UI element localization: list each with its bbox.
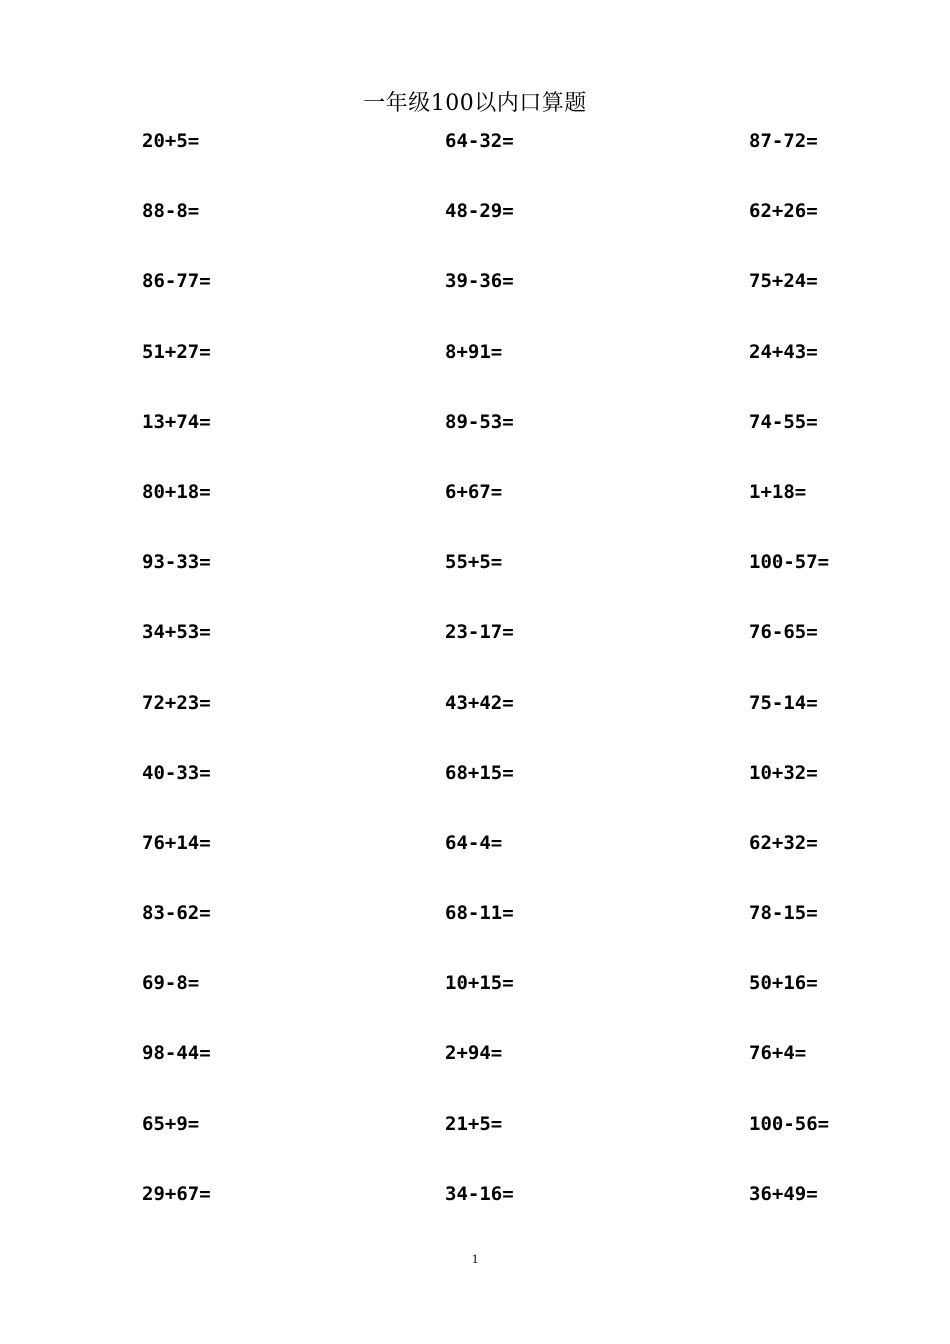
problem-row: [0, 896, 950, 966]
arithmetic-problem: 36+49=: [749, 1182, 818, 1205]
arithmetic-problem: 75+24=: [749, 270, 818, 293]
arithmetic-problem: 13+74=: [142, 410, 211, 433]
arithmetic-problem: 55+5=: [445, 551, 503, 574]
arithmetic-problem: 76+4=: [749, 1042, 807, 1065]
arithmetic-problem: 76-65=: [749, 621, 818, 644]
arithmetic-problem: 8+91=: [445, 340, 503, 363]
arithmetic-problem: 74-55=: [749, 410, 818, 433]
problem-row: [0, 686, 950, 756]
problem-row: [0, 405, 950, 475]
arithmetic-problem: 76+14=: [142, 831, 211, 854]
arithmetic-problem: 21+5=: [445, 1112, 503, 1135]
arithmetic-problem: 24+43=: [749, 340, 818, 363]
problem-row: [0, 826, 950, 896]
problem-row: [0, 1107, 950, 1177]
arithmetic-problem: 23-17=: [445, 621, 514, 644]
arithmetic-problem: 75-14=: [749, 691, 818, 714]
arithmetic-problem: 48-29=: [445, 200, 514, 223]
arithmetic-problem: 72+23=: [142, 691, 211, 714]
problem-row: [0, 966, 950, 1036]
arithmetic-problem: 34-16=: [445, 1182, 514, 1205]
arithmetic-problem: 39-36=: [445, 270, 514, 293]
arithmetic-problem: 86-77=: [142, 270, 211, 293]
arithmetic-problem: 50+16=: [749, 972, 818, 995]
arithmetic-problem: 80+18=: [142, 480, 211, 503]
arithmetic-problem: 98-44=: [142, 1042, 211, 1065]
problem-row: [0, 615, 950, 685]
arithmetic-problem: 68+15=: [445, 761, 514, 784]
arithmetic-problem: 100-56=: [749, 1112, 830, 1135]
arithmetic-problem: 2+94=: [445, 1042, 503, 1065]
arithmetic-problem: 68-11=: [445, 902, 514, 925]
problem-row: [0, 756, 950, 826]
problem-row: [0, 264, 950, 334]
arithmetic-problem: 89-53=: [445, 410, 514, 433]
arithmetic-problem: 93-33=: [142, 551, 211, 574]
arithmetic-problem: 100-57=: [749, 551, 830, 574]
arithmetic-problem: 78-15=: [749, 902, 818, 925]
arithmetic-problem: 10+15=: [445, 972, 514, 995]
problem-row: [0, 194, 950, 264]
arithmetic-problem: 43+42=: [445, 691, 514, 714]
arithmetic-problem: 20+5=: [142, 130, 200, 152]
problem-row: [0, 475, 950, 545]
page-title: 一年级100以内口算题: [363, 91, 587, 116]
arithmetic-problem: 65+9=: [142, 1112, 200, 1135]
problem-row: [0, 545, 950, 615]
problem-row: [0, 335, 950, 405]
problem-row: [0, 124, 950, 194]
arithmetic-problem: 83-62=: [142, 902, 211, 925]
arithmetic-problem: 87-72=: [749, 130, 818, 152]
arithmetic-problem: 1+18=: [749, 480, 807, 503]
problem-row: [0, 1036, 950, 1106]
arithmetic-problem: 62+32=: [749, 831, 818, 854]
arithmetic-problem: 40-33=: [142, 761, 211, 784]
problem-row: [0, 1177, 950, 1247]
page-number: 1: [471, 1251, 479, 1266]
arithmetic-problem: 6+67=: [445, 480, 503, 503]
arithmetic-problem: 29+67=: [142, 1182, 211, 1205]
arithmetic-problem: 62+26=: [749, 200, 818, 223]
problem-grid: [0, 124, 950, 1247]
arithmetic-problem: 51+27=: [142, 340, 211, 363]
arithmetic-problem: 69-8=: [142, 972, 200, 995]
arithmetic-problem: 10+32=: [749, 761, 818, 784]
arithmetic-problem: 64-4=: [445, 831, 503, 854]
arithmetic-problem: 64-32=: [445, 130, 514, 152]
arithmetic-problem: 88-8=: [142, 200, 200, 223]
arithmetic-problem: 34+53=: [142, 621, 211, 644]
